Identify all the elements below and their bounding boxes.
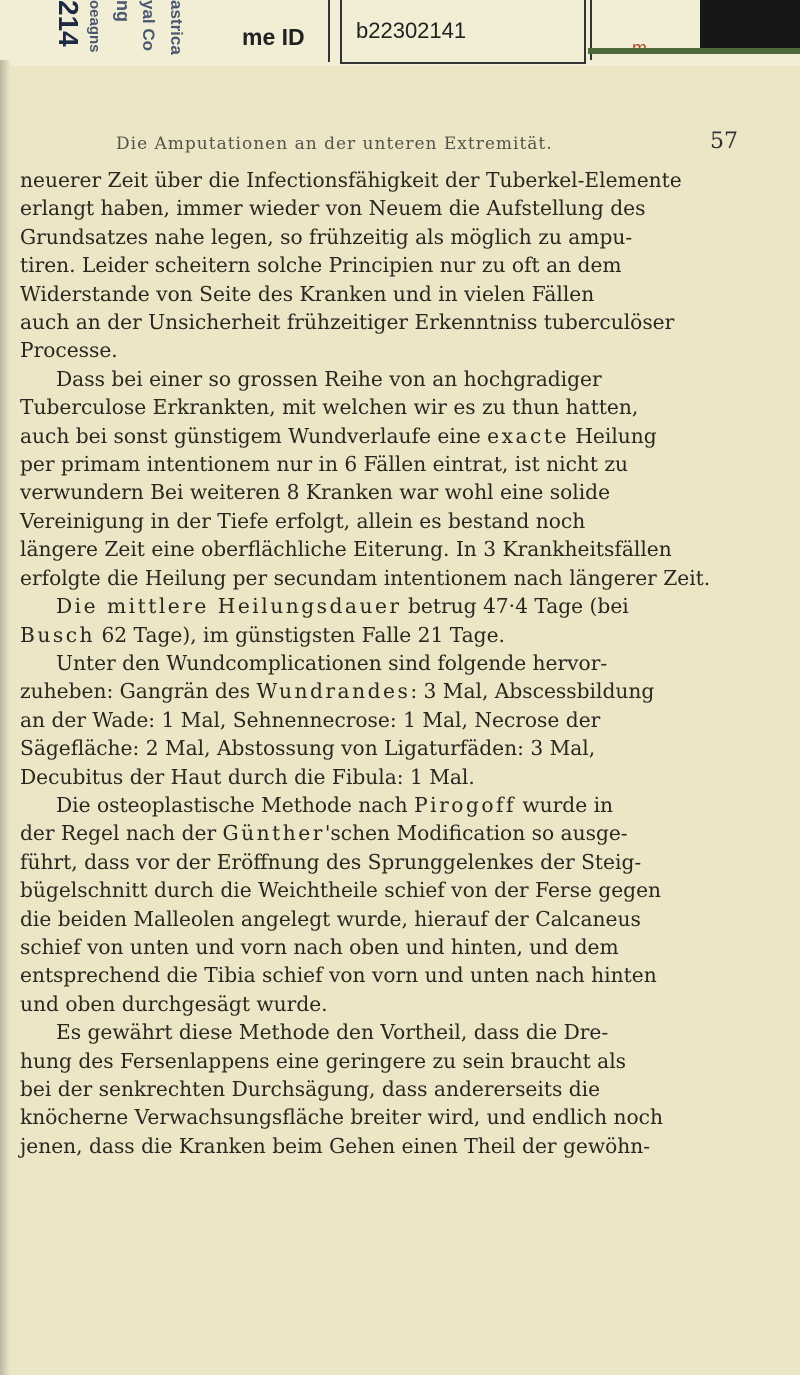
- paragraph-2: [20, 365, 738, 592]
- page-gutter-shadow: [0, 60, 10, 1375]
- label-green-edge: [588, 48, 800, 54]
- text-line: [20, 819, 738, 847]
- text-line: tiren. Leider scheitern solche Principien nur zu oft an dem: [20, 253, 622, 278]
- text-line: knöcherne Verwachsungsfläche breiter wird, und endlich noch: [20, 1105, 663, 1130]
- paragraph-4: [20, 649, 738, 791]
- spaced-word: Wundrandes: [256, 679, 411, 704]
- text-line: [20, 422, 738, 450]
- spaced-word: exacte: [487, 423, 569, 448]
- text-line: längere Zeit eine oberflächliche Eiterung. In 3 Krankheitsfällen: [20, 537, 672, 562]
- paragraph-1: [20, 166, 738, 365]
- text-line: die beiden Malleolen angelegt wurde, hierauf der Calcaneus: [20, 906, 641, 931]
- text-line: Widerstande von Seite des Kranken und in vielen Fällen: [20, 281, 595, 306]
- text-line: entsprechend die Tibia schief von vorn und unten nach hinten: [20, 963, 657, 988]
- text-line: Processe.: [20, 338, 118, 363]
- text-line: an der Wade: 1 Mal, Sehnennecrose: 1 Mal, Necrose der: [20, 707, 601, 732]
- text-run: 62 Tage), im günstigsten Falle 21 Tage.: [101, 622, 505, 647]
- text-run: 'schen Modification so ausge-: [324, 821, 628, 846]
- paragraph-6: [20, 1018, 738, 1160]
- text-line: Unter den Wundcomplicationen sind folgende hervor-: [56, 650, 608, 675]
- text-run: wurde in: [522, 792, 614, 817]
- spaced-phrase: Die mittlere Heilungsdauer: [56, 594, 402, 619]
- text-run: der Regel nach der: [20, 821, 217, 846]
- text-line: schief von unten und vorn nach oben und hinten, und dem: [20, 934, 619, 959]
- text-line: Es gewährt diese Methode den Vortheil, dass die Dre-: [56, 1020, 609, 1045]
- label-fragment-3: ng: [113, 0, 133, 22]
- label-dark-band: [700, 0, 800, 50]
- label-side-fragments: [0, 0, 230, 66]
- text-line: neuerer Zeit über die Infectionsfähigkeit der Tuberkel-Elemente: [20, 168, 682, 192]
- text-run: auch bei sonst günstigem Wundverlaufe eine: [20, 423, 481, 448]
- id-value-box: [340, 0, 586, 64]
- text-run: Heilung: [575, 423, 657, 448]
- paragraph-3: [20, 592, 738, 649]
- page-header: [20, 129, 738, 164]
- label-fragment-5: astrica: [167, 0, 186, 55]
- text-run: Die osteoplastische Methode nach: [56, 792, 408, 817]
- spaced-name: Günther: [222, 821, 325, 846]
- text-line: Sägefläche: 2 Mal, Abstossung von Ligaturfäden: 3 Mal,: [20, 736, 596, 761]
- text-line: Vereinigung in der Tiefe erfolgt, allein es bestand noch: [20, 508, 586, 533]
- running-title: Die Amputationen an der unteren Extremität.: [116, 134, 553, 154]
- id-label-box: [230, 0, 330, 62]
- page-body: [20, 166, 738, 1160]
- text-line: Decubitus der Haut durch die Fibula: 1 Mal.: [20, 764, 475, 789]
- text-line: [20, 621, 738, 649]
- text-line: [20, 791, 738, 819]
- text-line: bügelschnitt durch die Weichtheile schief von der Ferse gegen: [20, 878, 662, 903]
- text-line: erfolgte die Heilung per secundam intentionem nach längerer Zeit.: [20, 565, 711, 590]
- text-line: jenen, dass die Kranken beim Gehen einen Theil der gewöhn-: [20, 1133, 651, 1158]
- text-line: Dass bei einer so grossen Reihe von an hochgradiger: [56, 366, 602, 391]
- paragraph-5: [20, 791, 738, 1018]
- text-line: verwundern Bei weiteren 8 Kranken war wohl eine solide: [20, 480, 611, 505]
- label-fragment-2: oeagns: [86, 0, 103, 53]
- text-run: : 3 Mal, Abscessbildung: [410, 679, 655, 704]
- text-line: Tuberculose Erkrankten, mit welchen wir es zu thun hatten,: [20, 395, 639, 420]
- label-fragment-4: yal Co: [139, 0, 158, 52]
- text-line: führt, dass vor der Eröffnung des Sprunggelenkes der Steig-: [20, 849, 642, 874]
- text-run: zuheben: Gangrän des: [20, 679, 251, 704]
- spaced-name: Pirogoff: [414, 792, 516, 817]
- text-line: Grundsatzes nahe legen, so frühzeitig als möglich zu ampu-: [20, 224, 633, 249]
- text-line: erlangt haben, immer wieder von Neuem die Aufstellung des: [20, 196, 646, 221]
- text-line: bei der senkrechten Durchsägung, dass andererseits die: [20, 1077, 601, 1101]
- text-run: betrug 47·4 Tage (bei: [407, 594, 629, 619]
- spaced-name: Busch: [20, 622, 96, 647]
- text-line: und oben durchgesägt wurde.: [20, 991, 328, 1016]
- text-line: [20, 592, 738, 620]
- text-line: hung des Fersenlappens eine geringere zu sein braucht als: [20, 1048, 627, 1073]
- id-field-value: b22302141: [356, 18, 467, 43]
- label-fragment-1: 214: [53, 0, 84, 47]
- text-line: auch an der Unsicherheit frühzeitiger Erkenntniss tuberculöser: [20, 310, 675, 335]
- text-line: [20, 677, 738, 705]
- page-number: 57: [710, 129, 738, 154]
- id-field-label: me ID: [242, 24, 305, 50]
- text-line: per primam intentionem nur in 6 Fällen eintrat, ist nicht zu: [20, 452, 629, 477]
